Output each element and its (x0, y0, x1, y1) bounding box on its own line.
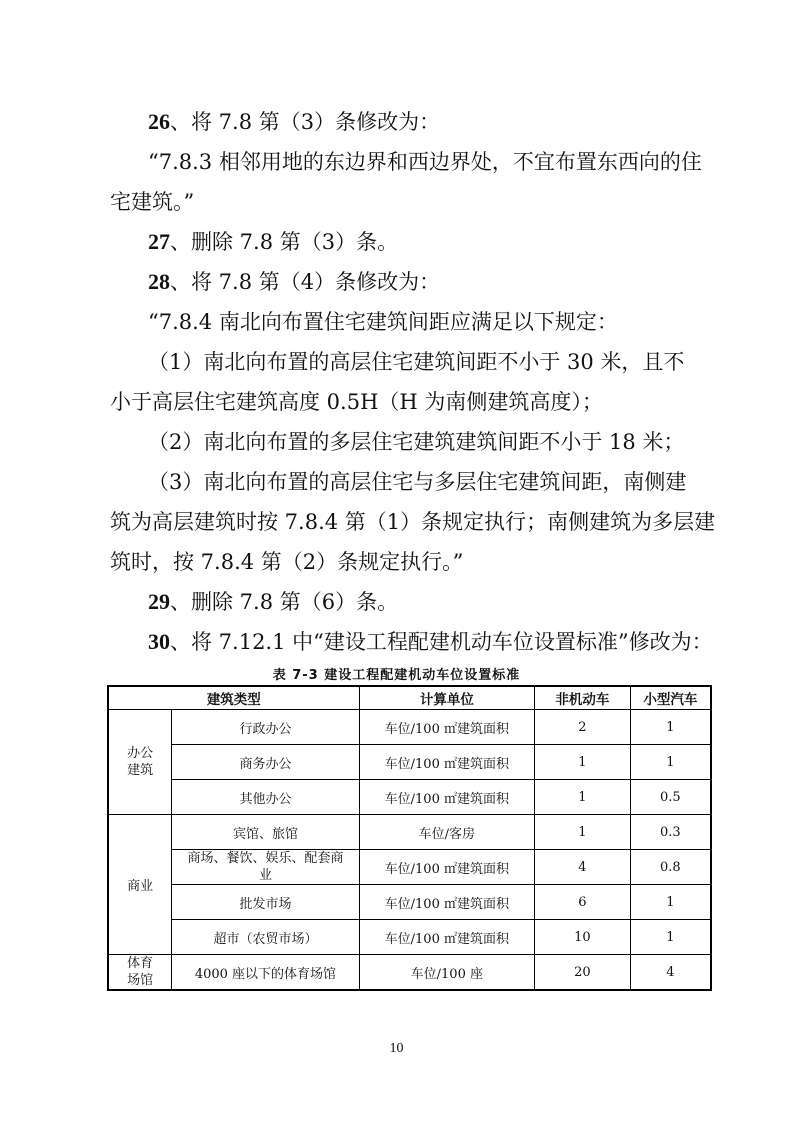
row-car: 1 (630, 885, 711, 920)
row-unit: 车位/100 座 (359, 955, 534, 991)
row-nonmotor: 2 (535, 710, 631, 745)
item-28 (148, 267, 748, 297)
row-name: 行政办公 (172, 710, 359, 745)
row-nonmotor: 1 (535, 780, 631, 815)
clause-line: 筑时，按 7.8.4 第（2）条规定执行。” (110, 550, 464, 574)
item-27 (148, 227, 748, 257)
row-unit: 车位/100 ㎡建筑面积 (359, 780, 534, 815)
item-text: 、将 7.8 第（4）条修改为： (170, 270, 441, 294)
group-commerce: 商业 (108, 815, 172, 955)
row-car: 0.8 (630, 850, 711, 885)
item-text: 、删除 7.8 第（3）条。 (170, 230, 399, 254)
row-unit: 车位/100 ㎡建筑面积 (359, 885, 534, 920)
clause-line: （2）南北向布置的多层住宅建筑建筑间距不小于 18 米； (148, 430, 685, 454)
item-number: 29 (148, 589, 170, 614)
table-row (108, 745, 711, 780)
item-text: 、将 7.12.1 中“建设工程配建机动车位设置标准”修改为： (170, 630, 713, 654)
row-nonmotor: 4 (535, 850, 631, 885)
row-car: 1 (630, 920, 711, 955)
clause-line: 小于高层住宅建筑高度 0.5H（H 为南侧建筑高度）； (110, 390, 603, 414)
clause-line: （1）南北向布置的高层住宅建筑间距不小于 30 米，且不 (148, 350, 685, 374)
row-unit: 车位/100 ㎡建筑面积 (359, 850, 534, 885)
row-nonmotor: 6 (535, 885, 631, 920)
table-row (108, 710, 711, 745)
row-name: 超市（农贸市场） (172, 920, 359, 955)
table-row (108, 815, 711, 850)
table-row (108, 850, 711, 885)
row-name: 批发市场 (172, 885, 359, 920)
row-nonmotor: 10 (535, 920, 631, 955)
item-number: 28 (148, 269, 170, 294)
group-sports: 体育 场馆 (108, 955, 172, 991)
row-name: 4000 座以下的体育场馆 (172, 955, 359, 991)
table-row (108, 885, 711, 920)
item-number: 26 (148, 109, 170, 134)
item-text: 、删除 7.8 第（6）条。 (170, 590, 399, 614)
header-building-type: 建筑类型 (108, 686, 359, 710)
item-30 (148, 627, 748, 657)
item-29 (148, 587, 748, 617)
row-name: 宾馆、旅馆 (172, 815, 359, 850)
quote-line: “7.8.4 南北向布置住宅建筑间距应满足以下规定： (148, 310, 618, 334)
row-nonmotor: 1 (535, 745, 631, 780)
row-unit: 车位/客房 (359, 815, 534, 850)
row-unit: 车位/100 ㎡建筑面积 (359, 920, 534, 955)
row-car: 0.3 (630, 815, 711, 850)
header-car: 小型汽车 (630, 686, 711, 710)
row-unit: 车位/100 ㎡建筑面积 (359, 745, 534, 780)
clause-line: 筑为高层建筑时按 7.8.4 第（1）条规定执行；南侧建筑为多层建 (110, 510, 716, 534)
row-car: 1 (630, 745, 711, 780)
row-name: 其他办公 (172, 780, 359, 815)
row-car: 0.5 (630, 780, 711, 815)
table-row (108, 920, 711, 955)
quote-line: “7.8.3 相邻用地的东边界和西边界处，不宜布置东西向的住 (148, 150, 702, 174)
table-row (108, 780, 711, 815)
row-unit: 车位/100 ㎡建筑面积 (359, 710, 534, 745)
table-caption: 表 7-3 建设工程配建机动车位设置标准 (272, 668, 521, 683)
row-nonmotor: 20 (535, 955, 631, 991)
item-26 (148, 107, 748, 137)
row-name: 商务办公 (172, 745, 359, 780)
table-row (108, 955, 711, 991)
quote-line: 宅建筑。” (110, 190, 195, 214)
clause-line: （3）南北向布置的高层住宅与多层住宅建筑间距，南侧建 (148, 470, 687, 494)
item-text: 、将 7.8 第（3）条修改为： (170, 110, 441, 134)
header-nonmotor: 非机动车 (535, 686, 631, 710)
item-number: 27 (148, 229, 170, 254)
parking-standard-table (107, 685, 712, 991)
page-number: 10 (389, 1041, 404, 1056)
item-number: 30 (148, 629, 170, 654)
row-car: 1 (630, 710, 711, 745)
table-header-row (108, 686, 711, 710)
row-nonmotor: 1 (535, 815, 631, 850)
row-car: 4 (630, 955, 711, 991)
row-name: 商场、餐饮、娱乐、配套商业 (172, 850, 359, 885)
group-office: 办公 建筑 (108, 710, 172, 815)
header-unit: 计算单位 (359, 686, 534, 710)
